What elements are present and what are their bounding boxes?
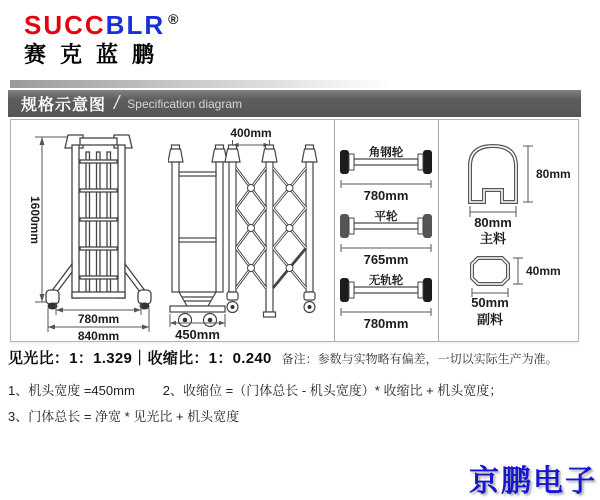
- machine-head-base: [170, 292, 225, 327]
- brand-logo-latin: [24, 12, 180, 38]
- head-width-label: 450mm: [175, 327, 220, 342]
- formula-retract: 2、收缩位 =（门体总长 - 机头宽度）* 收缩比 + 机头宽度；: [162, 383, 503, 398]
- main-profile-section: [470, 146, 571, 246]
- outer-width-label: 840mm: [77, 329, 120, 342]
- main-profile-width-label: 80mm: [474, 215, 512, 230]
- brand-logo: [24, 12, 180, 66]
- gate-front-view-diagram: [20, 126, 168, 342]
- gate-frame: [46, 135, 151, 304]
- secondary-profile-section: [471, 258, 560, 327]
- section-title-en: Specification diagram: [127, 96, 243, 111]
- formula-line-1: [8, 380, 596, 399]
- wheel-span-label: 780mm: [363, 316, 409, 331]
- wheel-angle-steel: [340, 146, 432, 203]
- brand-text-red: SUCC: [24, 10, 106, 40]
- wheel-name-label: 平轮: [374, 211, 398, 223]
- wheel-name-label: 无轨轮: [368, 275, 404, 287]
- wheel-span-label: 765mm: [363, 252, 409, 267]
- secondary-profile-name: 副料: [476, 312, 504, 327]
- wheel-types-diagram: [338, 146, 434, 342]
- gate-posts: [168, 145, 317, 312]
- wheel-span-label: 780mm: [363, 188, 409, 203]
- wheel-trackless: [340, 273, 432, 331]
- secondary-profile-width-label: 50mm: [471, 295, 509, 310]
- wheel-flat: [340, 209, 432, 267]
- remark-text: 备注：参数与实物略有偏差，一切以实际生产为准。: [281, 352, 558, 366]
- formula-total-length: 3、门体总长 = 净宽 * 见光比 + 机头宽度: [8, 409, 240, 424]
- panel-divider-2: [438, 120, 439, 341]
- divider-gradient-strip: [10, 80, 488, 88]
- main-profile-name: 主料: [479, 231, 507, 246]
- ratio-values: 见光比：1：1.329｜收缩比：1：0.240: [8, 350, 272, 367]
- ratio-line: [8, 347, 596, 368]
- notes-section: [8, 347, 596, 425]
- registered-trademark-icon: ®: [168, 11, 181, 27]
- wheel-name-label: 角钢轮: [368, 147, 404, 159]
- secondary-profile-height-label: 40mm: [526, 264, 561, 278]
- brand-logo-chinese: 赛克蓝鹏: [24, 42, 169, 67]
- formula-head-width: 1、机头宽度 =450mm: [8, 383, 135, 398]
- main-profile-height-label: 80mm: [536, 167, 571, 181]
- watermark-text: 京鹏电子: [469, 465, 597, 498]
- section-header: [8, 90, 581, 117]
- height-dimension-label: 1600mm: [28, 195, 42, 245]
- section-title-separator: /: [114, 92, 120, 114]
- profile-sections-diagram: [462, 140, 576, 336]
- pitch-dimension-label: 400mm: [230, 126, 272, 140]
- formula-line-2: [8, 406, 596, 425]
- gate-retracted-view-diagram: [168, 126, 336, 342]
- inner-width-label: 780mm: [77, 312, 120, 326]
- section-title-cn: 规格示意图: [21, 97, 107, 114]
- brand-text-blue: BLR: [105, 10, 166, 40]
